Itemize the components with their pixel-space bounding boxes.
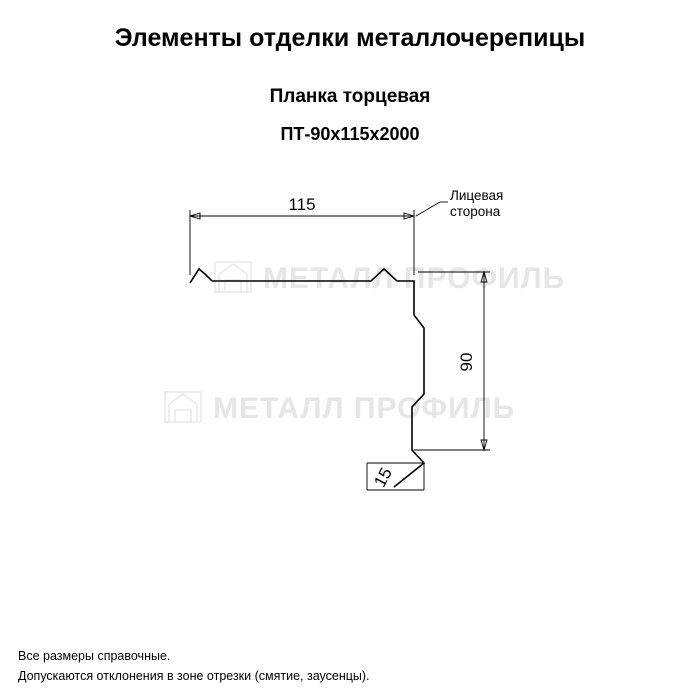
footer-line-2: Допускаются отклонения в зоне отрезки (смятие, заусенцы). [18, 669, 370, 683]
technical-drawing [0, 150, 700, 570]
dimension-flange-label: 15 [370, 464, 396, 491]
svg-text:МЕТАЛЛ ПРОФИЛЬ: МЕТАЛЛ ПРОФИЛЬ [263, 262, 566, 295]
svg-text:МЕТАЛЛ ПРОФИЛЬ: МЕТАЛЛ ПРОФИЛЬ [213, 392, 516, 425]
footer-line-1: Все размеры справочные. [18, 649, 171, 663]
page-title: Элементы отделки металлочерепицы [114, 24, 586, 52]
face-side-label-line2: сторона [450, 204, 501, 219]
face-side-leader [416, 188, 503, 219]
dimension-height-label: 90 [457, 352, 476, 372]
drawing-svg [0, 150, 700, 570]
face-side-label-line1: Лицевая [450, 188, 504, 203]
watermark-upper [215, 262, 565, 295]
dimension-width-label: 115 [288, 195, 316, 214]
watermark-lower [165, 392, 515, 425]
product-name: Планка торцевая [269, 86, 431, 107]
footer-notes [18, 646, 678, 686]
profile-outline [190, 269, 424, 487]
product-code: ПТ-90х115х2000 [280, 124, 420, 144]
